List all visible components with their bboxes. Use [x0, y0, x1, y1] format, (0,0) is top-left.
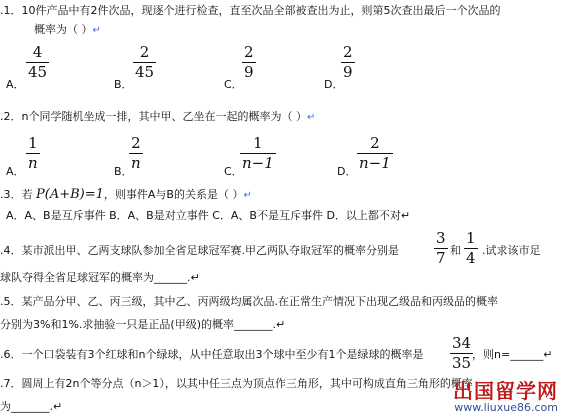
q4-and: 和: [450, 244, 461, 257]
q2-option-b-letter: B．: [114, 165, 133, 178]
q2-option-d-letter: D．: [337, 165, 357, 178]
watermark-url: www.liuxue86.com: [454, 401, 558, 414]
q1-option-d-fraction: 2 9: [343, 43, 353, 81]
q4-stem-tail: .试求该市足: [482, 244, 541, 257]
q6-fraction: 34 35: [452, 334, 472, 372]
q3-stem-suffix: ，则事件A与B的关系是（ ）: [103, 188, 244, 201]
q2-option-c-fraction: 1 n−1: [242, 134, 274, 172]
q3-formula: P(A+B)=1: [36, 187, 104, 202]
q2-option-b-fraction: 2 n: [131, 134, 141, 172]
return-mark: ↵: [92, 25, 101, 36]
q3-options: A．A、B是互斥事件 B．A、B是对立事件 C．A、B不是互斥事件 D．以上都不对↵: [6, 209, 411, 222]
q4-stem-line2: 球队夺得全省足球冠军的概率为______.↵: [0, 271, 200, 284]
watermark-title: 出国留学网: [453, 379, 558, 403]
q4-stem-line1: .4．某市派出甲、乙两支球队参加全省足球冠军赛.甲乙两队夺取冠军的概率分别是: [0, 244, 399, 257]
q2-option-d-fraction: 2 n−1: [359, 134, 391, 172]
q1-option-d-letter: D．: [324, 78, 344, 91]
q6-stem: .6．一个口袋装有3个红球和n个绿球，从中任意取出3个球中至少有1个是绿球的概率是: [0, 348, 424, 361]
q5-stem-line1: .5．某产品分甲、乙、丙三级，其中乙、丙两级均属次品.在正常生产情况下出现乙级品和丙级品的概率: [0, 295, 498, 308]
q4-fraction-2: 1 4: [466, 229, 476, 267]
q1-option-a-fraction: 4 45: [28, 43, 48, 81]
return-mark: ↵: [306, 112, 316, 123]
site-watermark: [453, 380, 558, 414]
q7-stem-line1: .7．圆周上有2n个等分点（n＞1），以其中任三点为顶点作三角形，其中可构成直角三角形的概率: [0, 377, 473, 390]
q1-option-c-fraction: 2 9: [244, 43, 254, 81]
q3-stem-prefix: .3．若: [0, 188, 36, 201]
q1-stem-line2: 概率为（ ）: [34, 23, 93, 36]
q1-option-b-letter: B．: [114, 78, 133, 91]
q1-option-c-letter: C．: [224, 78, 243, 91]
q2-stem: .2．n个同学随机坐成一排，其中甲、乙坐在一起的概率为（ ）: [0, 110, 307, 123]
return-mark: ↵: [243, 190, 252, 201]
q5-stem-line2: 分别为3%和1%.求抽验一只是正品(甲级)的概率_______.↵: [0, 318, 286, 331]
q1-stem: .1．10件产品中有2件次品，现逐个进行检查，直至次品全部被查出为止，则第5次查出最后一个次品的: [0, 4, 501, 17]
q4-fraction-1: 3 7: [436, 229, 446, 267]
q6-stem-tail: ，则n=______↵: [472, 348, 553, 361]
q2-option-a-fraction: 1 n: [28, 134, 38, 172]
q1-option-b-fraction: 2 45: [135, 43, 155, 81]
q2-option-c-letter: C．: [224, 165, 243, 178]
q1-option-a-letter: A．: [6, 78, 25, 91]
q2-option-a-letter: A．: [6, 165, 25, 178]
q7-stem-line2: 为_______.↵: [0, 400, 63, 413]
